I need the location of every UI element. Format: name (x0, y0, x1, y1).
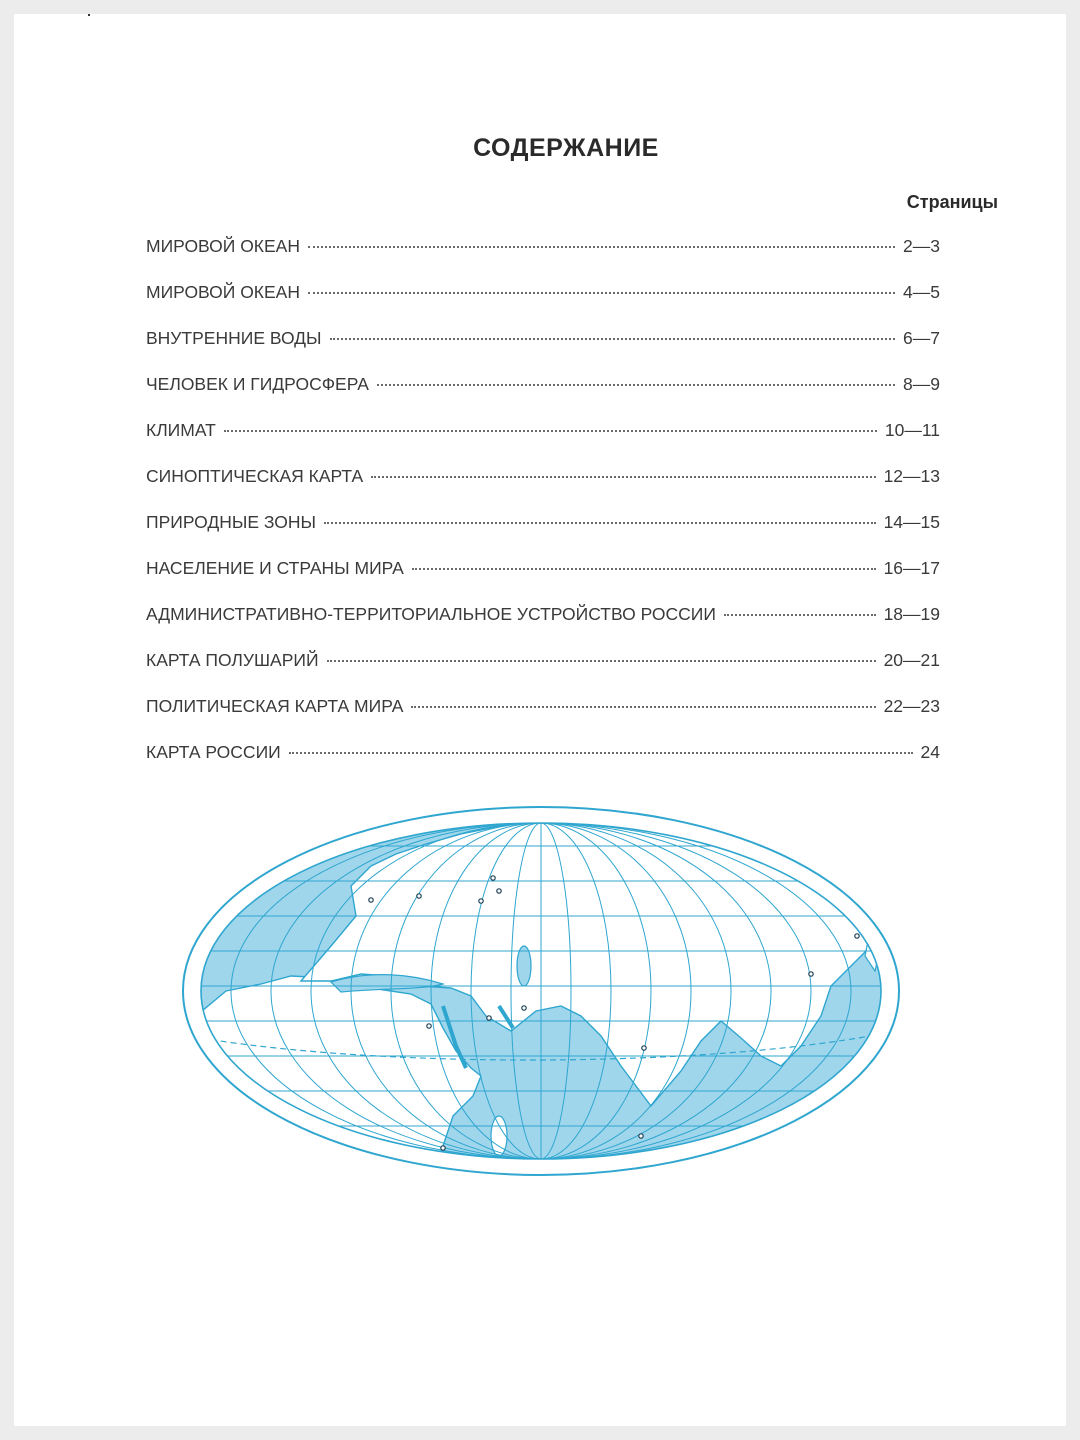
toc-leader-dots (412, 568, 876, 570)
toc-entry-label: КАРТА РОССИИ (146, 742, 281, 762)
scan-speck (88, 14, 90, 16)
toc-entry-label: МИРОВОЙ ОКЕАН (146, 282, 300, 302)
toc-entry (146, 328, 940, 374)
toc-entry (146, 282, 940, 328)
table-of-contents (146, 236, 940, 788)
pages-column-heading: Страницы (906, 192, 998, 212)
toc-entry-label: КАРТА ПОЛУШАРИЙ (146, 650, 319, 670)
toc-leader-dots (724, 614, 876, 616)
world-outline-map (181, 806, 901, 1176)
toc-entry-label: АДМИНИСТРАТИВНО-ТЕРРИТОРИАЛЬНОЕ УСТРОЙСТВО РОССИИ (146, 604, 716, 624)
toc-leader-dots (377, 384, 895, 386)
toc-entry-pages: 10—11 (884, 420, 940, 440)
toc-entry (146, 558, 940, 604)
toc-entry (146, 604, 940, 650)
toc-entry (146, 236, 940, 282)
toc-leader-dots (324, 522, 876, 524)
toc-entry-label: НАСЕЛЕНИЕ И СТРАНЫ МИРА (146, 558, 404, 578)
toc-entry (146, 650, 940, 696)
caspian-sea (517, 946, 531, 986)
toc-entry-label: ПРИРОДНЫЕ ЗОНЫ (146, 512, 316, 532)
toc-entry (146, 696, 940, 742)
toc-entry-pages: 2—3 (903, 236, 940, 256)
toc-entry-pages: 6—7 (903, 328, 940, 348)
toc-entry-pages: 24 (920, 742, 940, 762)
toc-entry-label: ВНУТРЕННИЕ ВОДЫ (146, 328, 322, 348)
toc-entry-label: ЧЕЛОВЕК И ГИДРОСФЕРА (146, 374, 369, 394)
toc-entry (146, 420, 940, 466)
toc-entry-pages: 4—5 (903, 282, 940, 302)
toc-entry (146, 512, 940, 558)
toc-entry-pages: 22—23 (883, 696, 940, 716)
toc-leader-dots (411, 706, 875, 708)
toc-leader-dots (330, 338, 896, 340)
toc-entry-label: МИРОВОЙ ОКЕАН (146, 236, 300, 256)
toc-entry (146, 742, 940, 788)
toc-entry-label: КЛИМАТ (146, 420, 216, 440)
toc-leader-dots (327, 660, 876, 662)
toc-entry (146, 466, 940, 512)
toc-entry-pages: 12—13 (883, 466, 940, 486)
toc-entry-pages: 20—21 (883, 650, 940, 670)
toc-entry-label: ПОЛИТИЧЕСКАЯ КАРТА МИРА (146, 696, 404, 716)
toc-entry-pages: 18—19 (883, 604, 940, 624)
toc-leader-dots (371, 476, 875, 478)
toc-entry (146, 374, 940, 420)
toc-entry-pages: 14—15 (883, 512, 940, 532)
toc-entry-pages: 16—17 (883, 558, 940, 578)
toc-entry-pages: 8—9 (903, 374, 940, 394)
toc-leader-dots (224, 430, 877, 432)
toc-leader-dots (289, 752, 913, 754)
toc-entry-label: СИНОПТИЧЕСКАЯ КАРТА (146, 466, 364, 486)
toc-leader-dots (308, 246, 895, 248)
toc-leader-dots (308, 292, 895, 294)
page-title: СОДЕРЖАНИЕ (473, 134, 659, 162)
